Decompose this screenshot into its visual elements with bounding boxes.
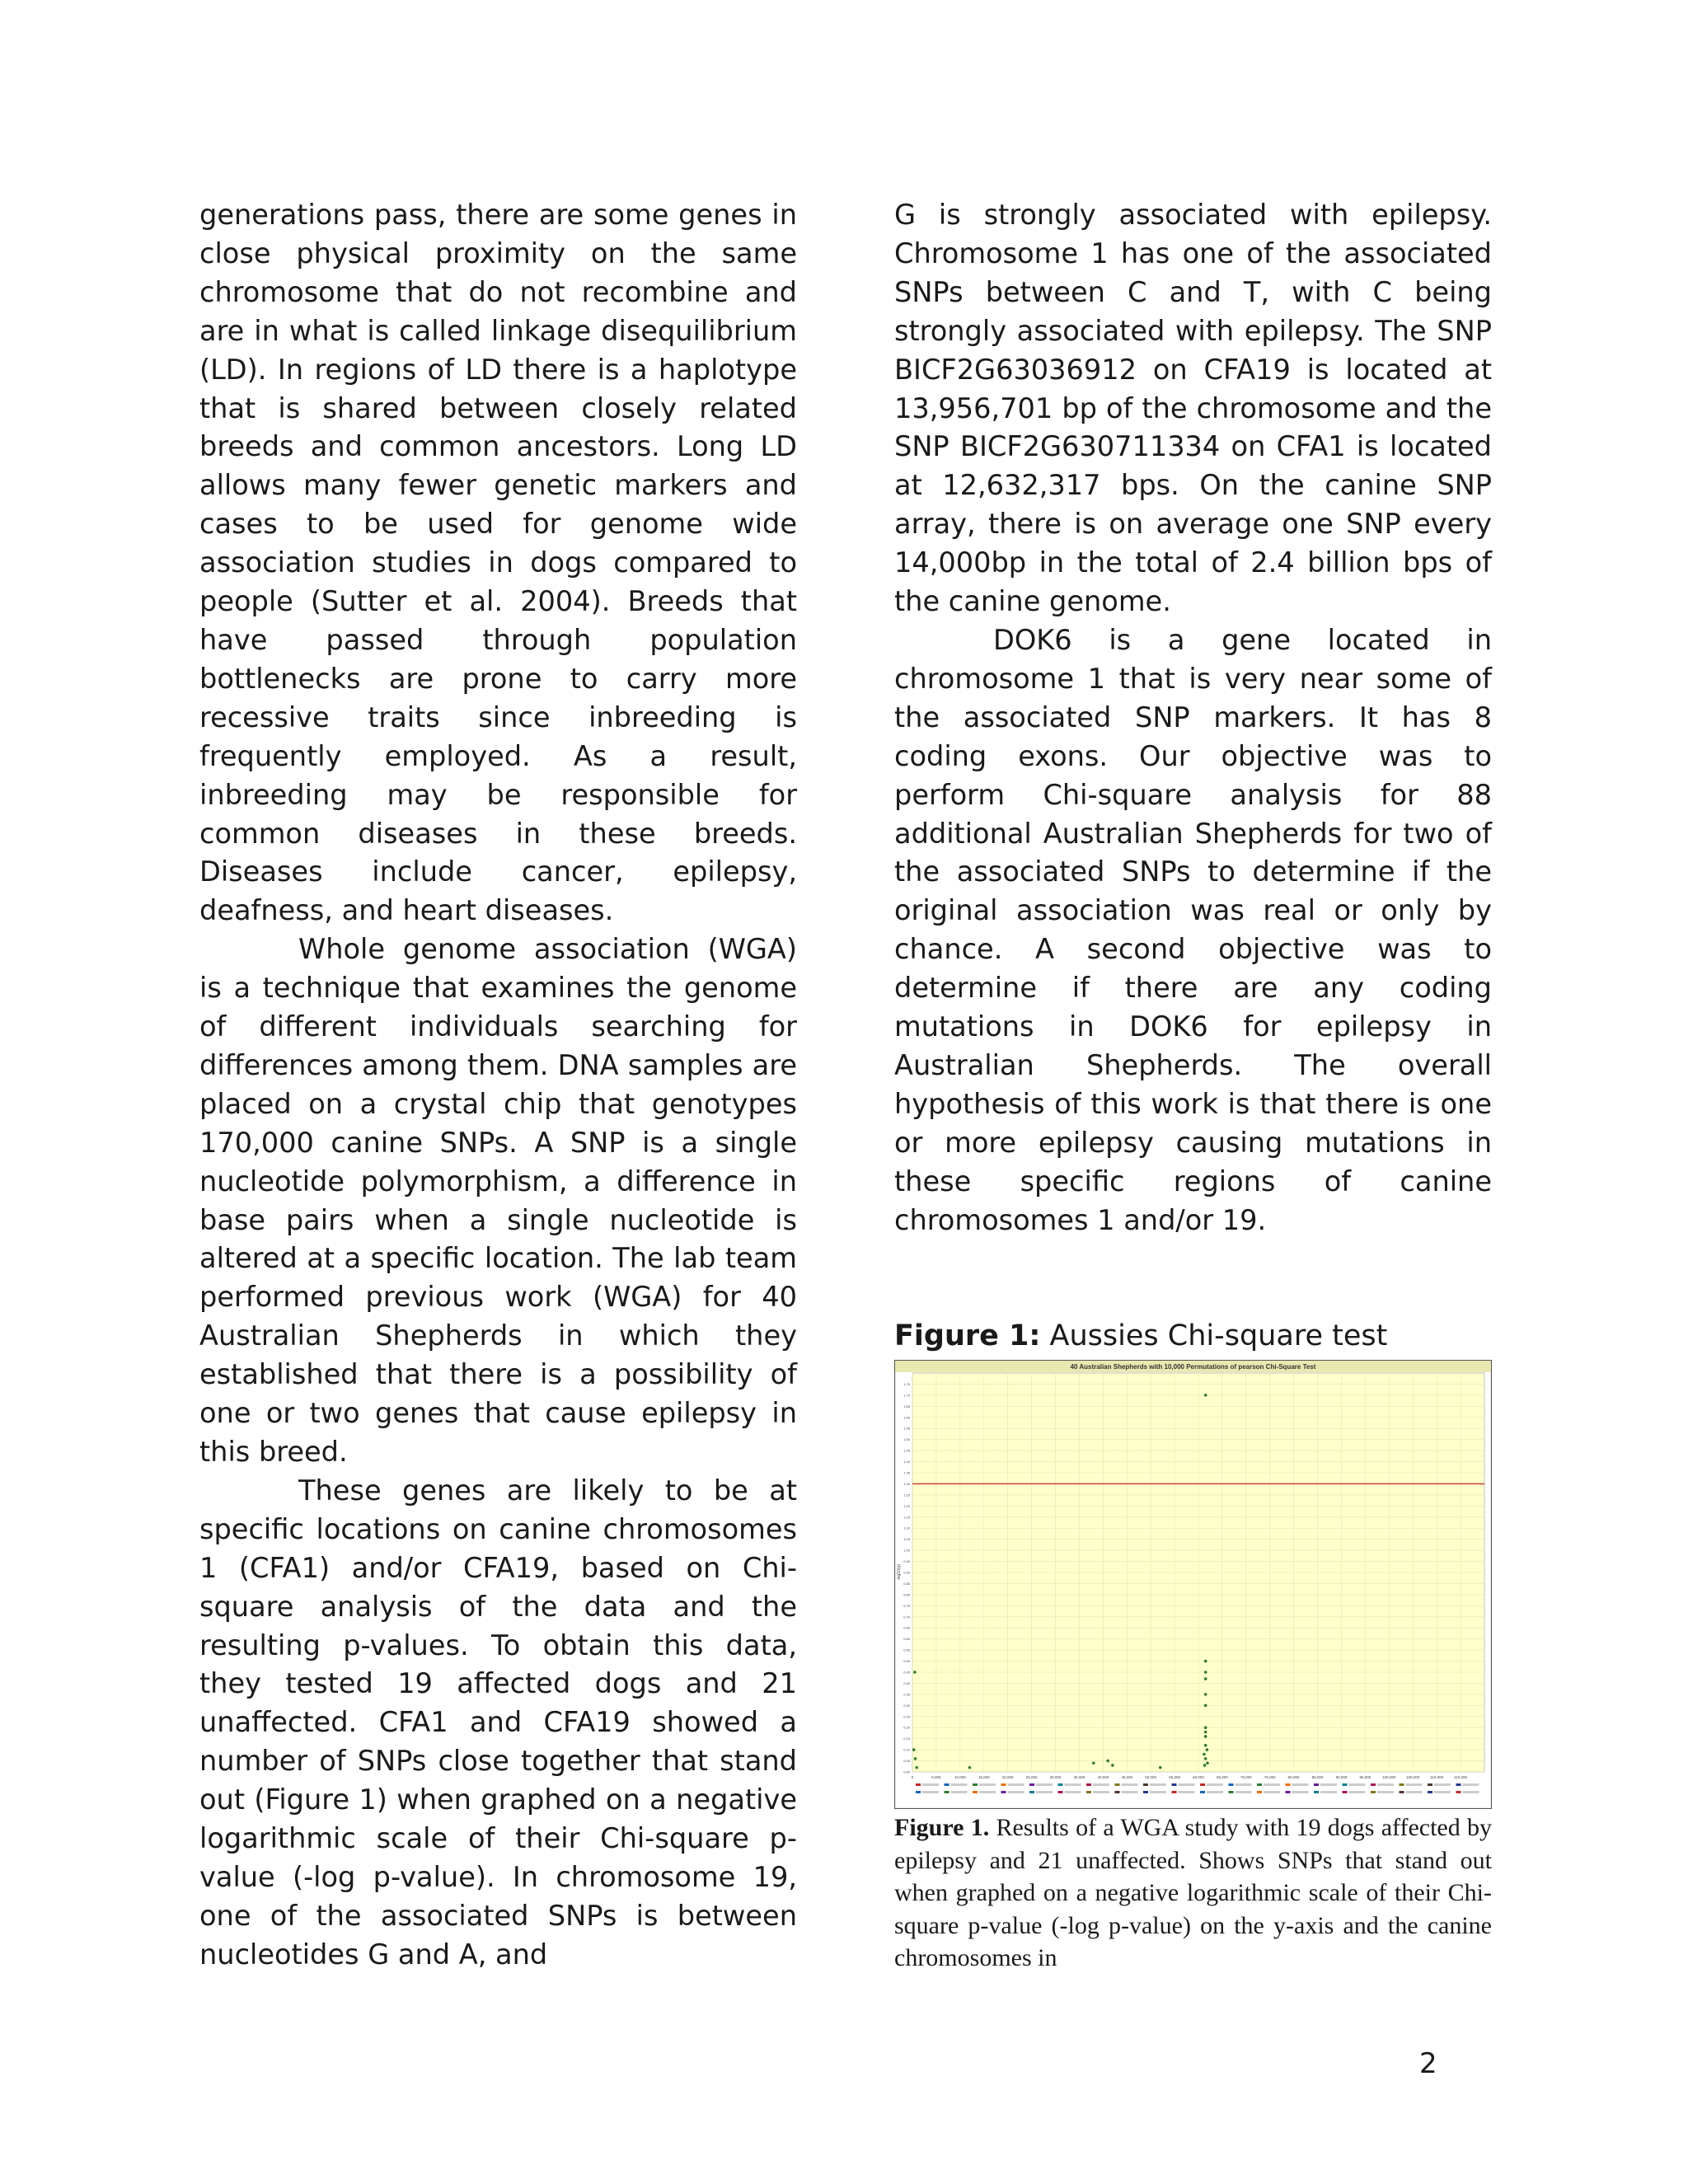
y-tick-label: 0.70: [903, 1615, 910, 1619]
left-paragraph-1: generations pass, there are some genes in close physical proximity on the same chromosome that do not recombine and are in what is called linkage disequilibrium (LD). In regions of LD there is a haplotype that is shared between closely related breeds and common ancestors. Long LD allows many fewer genetic markers and cases to be used for genome wide association studies in dogs compared to people (Sutter et al. 2004). Breeds that have passed through population bottlenecks are prone to carry more recessive traits since inbreeding is frequently employed. As a result, inbreeding may be responsible for common diseases in these breeds. Diseases include cancer, epilepsy, deafness, and heart diseases.: [199, 199, 797, 927]
legend-entry: [1264, 1783, 1280, 1786]
legend-swatch: [1371, 1791, 1376, 1793]
legend-swatch: [973, 1791, 978, 1793]
snp-point: [1159, 1766, 1162, 1769]
x-tick-label: 95,000: [1359, 1775, 1372, 1779]
right-paragraph-1: G is strongly associated with epilepsy. Chromosome 1 has one of the associated SNPs between C and T, with C being strongly associated with epilepsy. The SNP BICF2G63036912 on CFA19 is located at 13,956,701 bp of the chromosome and the SNP BICF2G630711334 on CFA1 is located at 12,632,317 bps. On the canine SNP array, there is on average one SNP every 14,000bp in the total of 2.4 billion bps of the canine genome.: [894, 199, 1492, 618]
legend-entry: [1122, 1783, 1138, 1786]
legend-entry: [1179, 1783, 1195, 1786]
legend-swatch: [1001, 1791, 1006, 1793]
snp-point: [1204, 1757, 1207, 1760]
y-tick-label: 0.50: [903, 1659, 910, 1664]
snp-point: [1204, 1735, 1207, 1738]
legend-entry: [1463, 1783, 1479, 1786]
snp-point: [1204, 1731, 1207, 1734]
legend-entry: [1236, 1783, 1252, 1786]
legend-swatch: [1371, 1783, 1376, 1786]
y-tick-label: 1.50: [903, 1437, 910, 1442]
legend-swatch: [916, 1791, 921, 1793]
legend-entry: [1406, 1783, 1423, 1786]
legend-entry: [1122, 1791, 1138, 1793]
legend-entry: [1349, 1783, 1366, 1786]
legend-entry: [1377, 1791, 1394, 1793]
snp-point: [1203, 1753, 1206, 1756]
x-tick-label: 70,000: [1240, 1775, 1252, 1779]
snp-point: [915, 1766, 918, 1769]
snp-point: [1206, 1748, 1209, 1751]
snp-point: [1204, 1660, 1207, 1663]
chart-title: 40 Australian Shepherds with 10,000 Permutations of pearson Chi-Square Test: [1070, 1363, 1316, 1371]
legend-entry: [1150, 1791, 1166, 1793]
snp-point: [1111, 1764, 1114, 1767]
x-tick-label: 75,000: [1264, 1775, 1276, 1779]
snp-point: [912, 1748, 916, 1751]
chi-square-chart: [894, 1360, 1492, 1809]
x-tick-label: 40,000: [1097, 1775, 1109, 1779]
legend-entry: [979, 1791, 996, 1793]
legend-swatch: [1229, 1783, 1234, 1786]
legend-swatch: [1428, 1783, 1432, 1786]
legend-swatch: [1029, 1783, 1034, 1786]
y-tick-label: 1.55: [903, 1426, 910, 1431]
legend-swatch: [916, 1783, 921, 1786]
snp-point: [968, 1766, 972, 1769]
snp-point: [914, 1757, 917, 1760]
legend-entry: [951, 1791, 968, 1793]
x-tick-label: 90,000: [1335, 1775, 1348, 1779]
legend-swatch: [1115, 1783, 1120, 1786]
legend-entry: [1406, 1791, 1423, 1793]
y-tick-label: 1.70: [903, 1393, 910, 1398]
legend-swatch: [1172, 1783, 1177, 1786]
y-axis-label: -log10(p): [897, 1563, 902, 1582]
legend-swatch: [1400, 1791, 1404, 1793]
y-tick-label: 0.65: [903, 1625, 910, 1630]
y-tick-label: 0.15: [903, 1736, 910, 1741]
y-tick-label: 1.10: [903, 1526, 910, 1530]
y-tick-label: 1.30: [903, 1481, 910, 1486]
legend-swatch: [1343, 1783, 1348, 1786]
figure-caption: [894, 1811, 1492, 1975]
x-tick-label: 65,000: [1217, 1775, 1228, 1779]
legend-swatch: [973, 1783, 978, 1786]
legend-entry: [1434, 1791, 1451, 1793]
legend-entry: [1008, 1783, 1025, 1786]
snp-point: [1203, 1764, 1207, 1767]
legend-swatch: [1200, 1783, 1205, 1786]
legend-swatch: [1086, 1791, 1091, 1793]
left-column: [199, 196, 797, 1975]
x-tick-label: 5,000: [931, 1775, 941, 1779]
legend-swatch: [1257, 1783, 1262, 1786]
legend-entry: [922, 1791, 939, 1793]
x-tick-label: 20,000: [1001, 1775, 1014, 1779]
legend-entry: [1377, 1783, 1394, 1786]
legend-swatch: [1172, 1791, 1177, 1793]
x-tick-label: 80,000: [1287, 1775, 1300, 1779]
x-tick-label: 110,000: [1430, 1775, 1444, 1779]
legend-entry: [1179, 1791, 1195, 1793]
legend-swatch: [1400, 1783, 1404, 1786]
y-tick-label: 0.75: [903, 1603, 910, 1608]
legend-entry: [1349, 1791, 1366, 1793]
x-tick-label: 50,000: [1145, 1775, 1157, 1779]
legend-entry: [1320, 1791, 1337, 1793]
y-tick-label: 1.75: [903, 1381, 910, 1386]
legend-entry: [1093, 1791, 1109, 1793]
legend-swatch: [1229, 1791, 1234, 1793]
legend-swatch: [1456, 1783, 1461, 1786]
legend-entry: [1320, 1783, 1337, 1786]
y-tick-label: 1.20: [903, 1503, 910, 1508]
y-tick-label: 0.35: [903, 1692, 910, 1697]
legend-entry: [1207, 1783, 1223, 1786]
y-tick-label: 1.65: [903, 1404, 910, 1408]
y-tick-label: 1.35: [903, 1470, 910, 1475]
legend-swatch: [1286, 1791, 1291, 1793]
snp-point: [1204, 1726, 1207, 1729]
legend-entry: [1292, 1791, 1309, 1793]
legend-entry: [922, 1783, 939, 1786]
legend-swatch: [1143, 1791, 1148, 1793]
caption-label: Figure 1.: [894, 1814, 990, 1841]
x-tick-label: 60,000: [1193, 1775, 1204, 1779]
legend-swatch: [1456, 1791, 1461, 1793]
y-tick-label: 0.85: [903, 1581, 910, 1586]
legend-entry: [1008, 1791, 1025, 1793]
y-tick-label: 1.15: [903, 1515, 910, 1520]
y-tick-label: 1.00: [903, 1548, 910, 1553]
caption-text: Results of a WGA study with 19 dogs affected by epilepsy and 21 unaffected. Shows SNPs that stand out when graphed on a negative logarithmic scale of their Chi-square p-value (-log p-value) on the y-axis and the canine chromosomes in: [894, 1814, 1492, 1971]
legend-entry: [1434, 1783, 1451, 1786]
snp-point: [1204, 1704, 1207, 1708]
legend-swatch: [1058, 1791, 1063, 1793]
legend-swatch: [1286, 1783, 1291, 1786]
legend-entry: [1036, 1783, 1053, 1786]
legend-swatch: [1001, 1783, 1006, 1786]
snp-point: [1106, 1760, 1109, 1763]
y-tick-label: 1.45: [903, 1448, 910, 1453]
figure-title-text: Aussies Chi-square test: [1040, 1319, 1388, 1352]
legend-entry: [1292, 1783, 1309, 1786]
snp-point: [1092, 1761, 1095, 1765]
figure-title: [894, 1317, 1492, 1355]
legend-entry: [1463, 1791, 1479, 1793]
y-tick-label: 0.20: [903, 1725, 910, 1730]
legend-swatch: [1115, 1791, 1120, 1793]
snp-point: [913, 1671, 917, 1674]
snp-point: [1206, 1761, 1209, 1765]
legend-swatch: [1314, 1791, 1319, 1793]
y-tick-label: 0.00: [903, 1769, 910, 1774]
x-tick-label: 30,000: [1049, 1775, 1062, 1779]
legend-entry: [1065, 1791, 1081, 1793]
legend-swatch: [945, 1783, 950, 1786]
legend-swatch: [1257, 1791, 1262, 1793]
legend-entry: [1207, 1791, 1223, 1793]
x-tick-label: 105,000: [1406, 1775, 1420, 1779]
y-tick-label: 1.05: [903, 1537, 910, 1542]
legend-entry: [1150, 1783, 1166, 1786]
legend-swatch: [945, 1791, 950, 1793]
legend-entry: [1036, 1791, 1053, 1793]
legend-swatch: [1200, 1791, 1205, 1793]
snp-point: [1204, 1677, 1207, 1680]
x-tick-label: 15,000: [978, 1775, 990, 1779]
page-number: 2: [1419, 2047, 1437, 2080]
legend-swatch: [1058, 1783, 1063, 1786]
snp-point: [1204, 1671, 1207, 1674]
y-tick-label: 0.30: [903, 1703, 910, 1708]
left-paragraph-2: Whole genome association (WGA) is a technique that examines the genome of different individuals searching for differences among them. DNA samples are placed on a crystal chip that genotypes 170,000 canine SNPs. A SNP is a single nucleotide polymorphism, a difference in base pairs when a single nucleotide is altered at a specific location. The lab team performed previous work (WGA) for 40 Australian Shepherds in which they established that there is a possibility of one or two genes that cause epilepsy in this breed.: [199, 933, 797, 1468]
snp-point: [1204, 1394, 1207, 1397]
y-tick-label: 0.45: [903, 1670, 910, 1675]
legend-swatch: [1343, 1791, 1348, 1793]
legend-entry: [951, 1783, 968, 1786]
legend-swatch: [1143, 1783, 1148, 1786]
left-paragraph-3: These genes are likely to be at specific locations on canine chromosomes 1 (CFA1) and/or CFA19, based on Chi-square analysis of the data and the resulting p-values. To obtain this data, they tested 19 affected dogs and 21 unaffected. CFA1 and CFA19 showed a number of SNPs close together that stand out (Figure 1) when graphed on a negative logarithmic scale of their Chi-square p-value (-log p-value). In chromosome 19, one of the associated SNPs is between nucleotides G and A, and: [199, 1474, 797, 1971]
legend-swatch: [1086, 1783, 1091, 1786]
y-tick-label: 0.40: [903, 1680, 910, 1685]
legend-entry: [1093, 1783, 1109, 1786]
y-tick-label: 1.40: [903, 1460, 910, 1465]
y-tick-label: 0.05: [903, 1759, 910, 1764]
legend-swatch: [1029, 1791, 1034, 1793]
y-tick-label: 1.60: [903, 1415, 910, 1420]
y-tick-label: 0.55: [903, 1647, 910, 1652]
legend-entry: [1065, 1783, 1081, 1786]
x-tick-label: 10,000: [954, 1775, 966, 1779]
right-paragraph-2: DOK6 is a gene located in chromosome 1 that is very near some of the associated SNP markers. It has 8 coding exons. Our objective was to perform Chi-square analysis for 88 additional Australian Shepherds for two of the associated SNPs to determine if the original association was real or only by chance. A second objective was to determine if there are any coding mutations in DOK6 for epilepsy in Australian Shepherds. The overall hypothesis of this work is that there is one or more epilepsy causing mutations in these specific regions of canine chromosomes 1 and/or 19.: [894, 623, 1492, 1236]
legend-entry: [979, 1783, 996, 1786]
x-tick-label: 100,000: [1382, 1775, 1396, 1779]
figure-label: Figure 1:: [894, 1319, 1041, 1352]
snp-point: [1204, 1744, 1207, 1747]
y-tick-label: 0.25: [903, 1714, 910, 1719]
y-tick-label: 0.95: [903, 1559, 910, 1564]
snp-point: [1204, 1693, 1207, 1696]
y-tick-label: 0.10: [903, 1747, 910, 1752]
x-tick-label: 115,000: [1454, 1775, 1468, 1779]
y-tick-label: 0.60: [903, 1637, 910, 1642]
x-tick-label: 85,000: [1311, 1775, 1324, 1779]
x-tick-label: 55,000: [1169, 1775, 1180, 1779]
legend-swatch: [1428, 1791, 1432, 1793]
legend-swatch: [1314, 1783, 1319, 1786]
legend-entry: [1236, 1791, 1252, 1793]
y-tick-label: 0.80: [903, 1592, 910, 1597]
right-column: [894, 196, 1492, 1240]
x-tick-label: 25,000: [1025, 1775, 1038, 1779]
x-tick-label: 45,000: [1121, 1775, 1133, 1779]
x-tick-label: 0: [911, 1775, 914, 1779]
legend-entry: [1264, 1791, 1280, 1793]
x-tick-label: 35,000: [1073, 1775, 1085, 1779]
y-tick-label: 0.90: [903, 1570, 910, 1575]
y-tick-label: 1.25: [903, 1493, 910, 1497]
